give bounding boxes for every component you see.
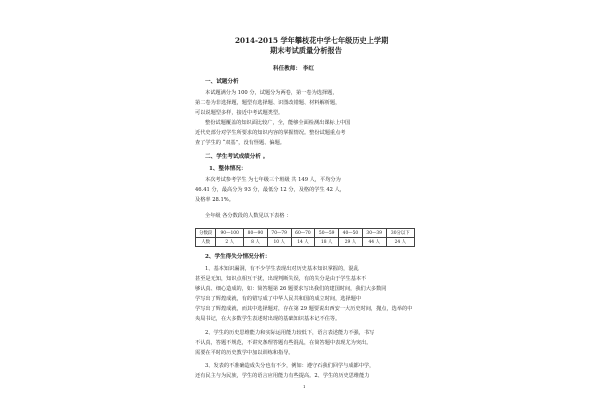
table-cell: 29 人 [339,238,363,247]
table-cell: 50—59 [315,229,339,238]
report-title-line2: 期末考试质量分析报告 [270,46,342,55]
sub1-line: 本次考试参考学生 为七年级三个班级 共 149 人，平均分为 [205,177,341,183]
teacher-line: 科任教师： 李红 [273,66,315,72]
section1-line: 近代史部分对学生所要求的知识内容的掌握情况。整份试题重点考 [195,130,346,136]
table-cell: 44 人 [362,238,386,247]
table-cell: 2 人 [216,238,244,247]
sub2-line: 甚至是无知，知识点相互干扰，出现判断失误，有的失分是由于学生基本不 [195,276,367,282]
section1-line: 本试题满分为 100 分，试题分为两卷，第一卷为选择题， [205,90,338,96]
table-header-row [196,229,415,238]
sub2-line: 2、学生的历史思维能力和实际运用能力较低下，语言表述能力不强，书写 [205,330,375,336]
table-cell: 14 人 [291,238,315,247]
table-cell: 40—50 [339,229,363,238]
section1-line: 第二卷为非选择题，题型有选择题、识图改错题、材料解析题， [195,100,341,106]
sub1-line: 全年级 各分数段的人数见以下表格 ： [205,213,292,219]
table-cell: 18 人 [315,238,339,247]
table-cell: 24 人 [386,238,414,247]
sub1-line: 及格率 28.1%。 [195,197,234,203]
table-cell: 8 人 [244,238,268,247]
sub2-line: 学写出了辉煌成就，有的错写成了中华人民共和国的成立时间，选择题中 [195,296,362,302]
table-cell: 30分以下 [386,229,414,238]
table-cell: 90—100 [216,229,244,238]
sub2-line: 需要在平时的历史教学中加以训练和指导。 [195,350,294,356]
score-distribution-table [195,228,415,247]
table-cell: 10 人 [267,238,291,247]
sub1-heading: 1、整体情况： [209,166,247,172]
page-number: 1 [303,384,306,389]
section1-line: 整份试题覆盖的知识面比较广，全，能够全面检测出课标上中国 [205,120,351,126]
table-row [196,238,415,247]
sub2-line: 央局书记，在大多数学生表述时出现的基础知识基本记不住等。 [195,316,341,322]
table-cell: 30—39 [362,229,386,238]
report-title-line1: 2014-2015 学年攀枝花中学七年级历史上学期 [235,36,389,45]
section1-line: 查了学生的 “双基”，没有怪题、偏题。 [195,140,285,146]
section1-heading: 一、试题分析 [205,79,239,85]
table-cell: 人数 [196,238,216,247]
sub2-line: 不认真，答题不规范，不讲究条理答题有些混乱，在简答题中表现尤为突出。 [195,340,372,346]
sub2-line: 1、基本知识漏洞，有不少学生表现出对历史基本知识掌握的，混乱 [205,266,359,272]
table-cell: 80—90 [244,229,268,238]
section1-line: 可以说题型多样，接近中考试题类型。 [195,110,284,116]
sub2-line: 学写出了辉煌成就，而其中选择题对，存在第 29 题要说出西安一大历史时间，抛点，选举的中 [195,306,413,312]
sub2-heading: 2、学生得失分情况分析： [205,254,271,260]
sub2-line: 还有民主与为民族，学生的语言应用能力有些提高。2、学生的历史思维能力 [195,373,370,379]
table-cell: 分数段 [196,229,216,238]
document-page [195,20,415,392]
sub2-line: 够认真、细心造成的，如：简答题第 26 题要求写出我们的建国时间，我们大多数同 [195,286,387,292]
sub1-line: 46.41 分，最高分为 93 分，最低分 12 分，及格的学生 42 人， [195,187,345,193]
sub2-line: 3、发表的不准确造成失分也有不少，例如：遵守石我们回学与成都中学， [205,363,375,369]
section2-heading: 二、学生考试成绩分析 。 [205,154,269,160]
table-cell: 60—70 [291,229,315,238]
table-cell: 70—79 [267,229,291,238]
